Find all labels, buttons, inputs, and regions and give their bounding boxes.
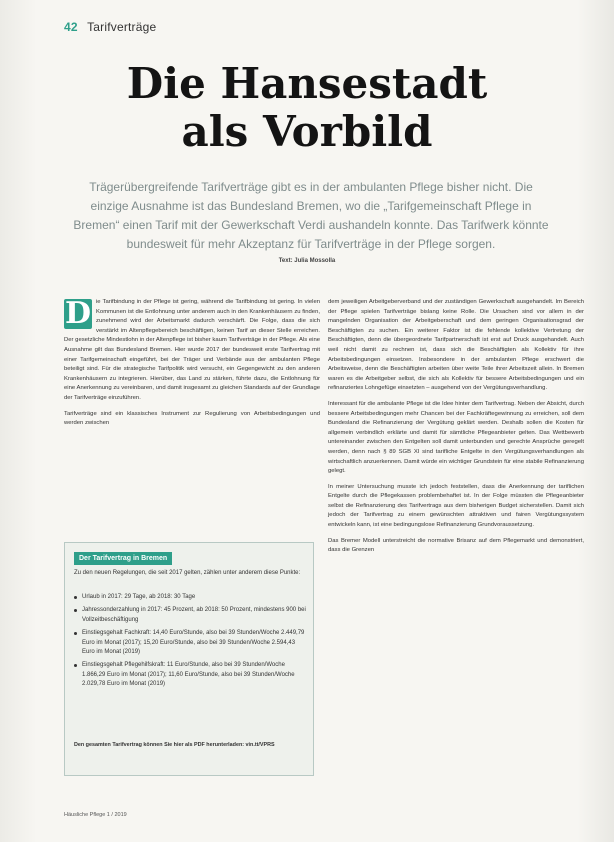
article-lead: Trägerübergreifende Tarifverträge gibt es in der ambulanten Pflege bisher nicht. Die einzige Ausnahme ist das Bundesland Bremen, wo die „Tarifgemeinschaft Pflege in Bremen“ einen Tarif mit der Gewerkschaft Verdi aushandeln konnte. Das Tarifwerk könnte bundesweit für mehr Akzeptanz für Tarifverträge in der Pflege sorgen. [73, 180, 549, 251]
bullet-icon [74, 664, 77, 667]
list-item: Einstiegsgehalt Fachkraft: 14,40 Euro/Stunde, also bei 39 Stunden/Woche 2.449,79 Euro im Monat (2017); 15,20 Euro/Stunde, also bei 39 Stunden/Woche 2.594,43 Euro im Monat (2019) [74, 629, 308, 657]
info-box [64, 542, 314, 776]
info-box-title: Der Tarifvertrag in Bremen [74, 552, 172, 565]
right-paragraph-1: dem jeweiligen Arbeitgeberverband und der zuständigen Gewerkschaft ausgehandelt. Im Bereich der Pflege spielen Tarifverträge bislang keine Rolle. Die Ursachen sind vor allem in der mangelnden Organisation der Arbeitgeberschaft und dem geringen Organisationsgrad der Beschäftigten zu suchen. Ein weiterer Faktor ist die fehlende kollektive Vertretung der Beschäftigten, denn die übergeordnete Tarifpartnerschaft ist erst auf Druck ausgehandelt. Auch weil nicht damit zu rechnen ist, dass sich die Beschäftigten als Kollektiv für ihre Arbeitsbedingungen einsetzen. Insbesondere in der ambulanten Pflege erschwert die Arbeitsweise, denn die Beschäftigten arbeiten über weite Teile ihrer Arbeitszeit allein. In Bremen waren es die Arbeitgeber selbst, die sich als Kollektiv für bessere Arbeitsbedingungen und ein refinanziertes Lohngefüge einsetzten – ausgehend von der Vergütungsverhandlung. [328, 299, 584, 392]
right-column [328, 298, 584, 562]
list-item: Jahressonderzahlung in 2017: 45 Prozent, ab 2018: 50 Prozent, mindestens 900 bei Vollzeitbeschäftigung [74, 606, 308, 625]
bullet-icon [74, 609, 77, 612]
left-column [64, 298, 320, 435]
left-paragraph-2: Tarifverträge sind ein klassisches Instrument zur Regulierung von Arbeitsbedingungen und werden zwischen [64, 410, 320, 427]
info-box-note: Den gesamten Tarifvertrag können Sie hier als PDF herunterladen: vin.tt/VPRS [74, 742, 275, 748]
right-paragraph-3: In meiner Untersuchung musste ich jedoch feststellen, dass die Anerkennung der tariflichen Entgelte durch die Pflegekassen problembehaftet ist. In der Folge müssten die Pflegeanbieter selbst die Refinanzierung des Tarifvertrags aus dem bisherigen Budget sicherstellen. Damit sich jedoch der Tarifvertrag zu einem gewünschten attraktiven und fairen Vergütungssystem entwickeln kann, ist eine bedingungslose Refinanzierung Grundvoraussetzung. [328, 483, 584, 529]
running-head [64, 20, 156, 34]
left-paragraph-1 [64, 298, 320, 404]
title-line-2: als Vorbild [181, 107, 433, 156]
right-paragraph-4: Das Bremer Modell unterstreicht die normative Brisanz auf dem Pflegemarkt und demonstriert, dass die Grenzen [328, 537, 584, 554]
page-number: 42 [64, 20, 78, 34]
bullet-icon [74, 596, 77, 599]
drop-cap: D [64, 296, 91, 331]
list-item: Urlaub in 2017: 29 Tage, ab 2018: 30 Tage [74, 593, 308, 602]
list-item: Einstiegsgehalt Pflegehilfskraft: 11 Euro/Stunde, also bei 39 Stunden/Woche 1.866,29 Euro im Monat (2017); 11,60 Euro/Stunde, also bei 39 Stunden/Woche 2.029,78 Euro im Monat (2019) [74, 661, 308, 689]
page-footer: Häusliche Pflege 1 / 2019 [64, 812, 127, 818]
article-title [0, 60, 614, 156]
bullet-icon [74, 632, 77, 635]
info-box-intro: Zu den neuen Regelungen, die seit 2017 gelten, zählen unter anderem diese Punkte: [74, 570, 301, 576]
right-paragraph-2: Interessant für die ambulante Pflege ist die Idee hinter dem Tarifvertrag. Neben der Absicht, durch bessere Arbeitsbedingungen mehr Chancen bei der Fachkräftegewinnung zu erreichen, soll dem Bundesland die Refinanzierung der Vergütung geklärt werden. Deshalb sollen die Kosten für allgemein verbindlich erklärte und damit für sämtliche Pflegeanbieter gelten. Das Wettbewerb untereinander zwischen den Entgelten soll damit unterbunden und gerechte Ansprüche geregelt werden, denn nach § 89 SGB XI sind tarifliche Entgelte in den Vergütungsverhandlungen als wirtschaftlich anzuerkennen. Damit würde ein wichtiger Grundstein für eine stabile Refinanzierung gelegt. [328, 400, 584, 475]
title-line-1: Die Hansestadt [126, 59, 488, 108]
byline: Text: Julia Mossolla [278, 258, 336, 264]
info-box-list [74, 593, 308, 694]
section-title: Tarifverträge [87, 20, 157, 34]
left-paragraph-1-text: ie Tarifbindung in der Pflege ist gering, während die Tarifbindung ist gering. In vielen Kommunen ist die Entlohnung unter anderem auch in den Krankenhäusern zu finden, zunehmend wird der Arbeitsmarkt dadurch verschärft. Die Folge, dass die sich verstärkt im Altenpflegebereich beschäftigen, keinen Tarif an dieser Stelle erreichen. Der gesetzliche Mindestlohn in der Altenpflege ist bisher kaum Tarifverträge in der Pflege. Als eine Ausnahme gilt das Bundesland Bremen. Hier wurde 2017 der bundesweit erste Tarifvertrag mit einer Tarifgemeinschaft eingeführt, bei der Träger und Verbände aus der ambulanten Pflege beteiligt sind. Für die strategische Tarifpolitik wird versucht, ein Gegengewicht zu den anderen Krankenhäusern zu integrieren. Hierüber, das Land zu stärken, führte dazu, die Entlohnung für eine Anerkennung zu vereinbaren, und damit insgesamt zu gleichen Standards auf der Grundlage der Tarifverträge einzuführen. [64, 299, 320, 401]
